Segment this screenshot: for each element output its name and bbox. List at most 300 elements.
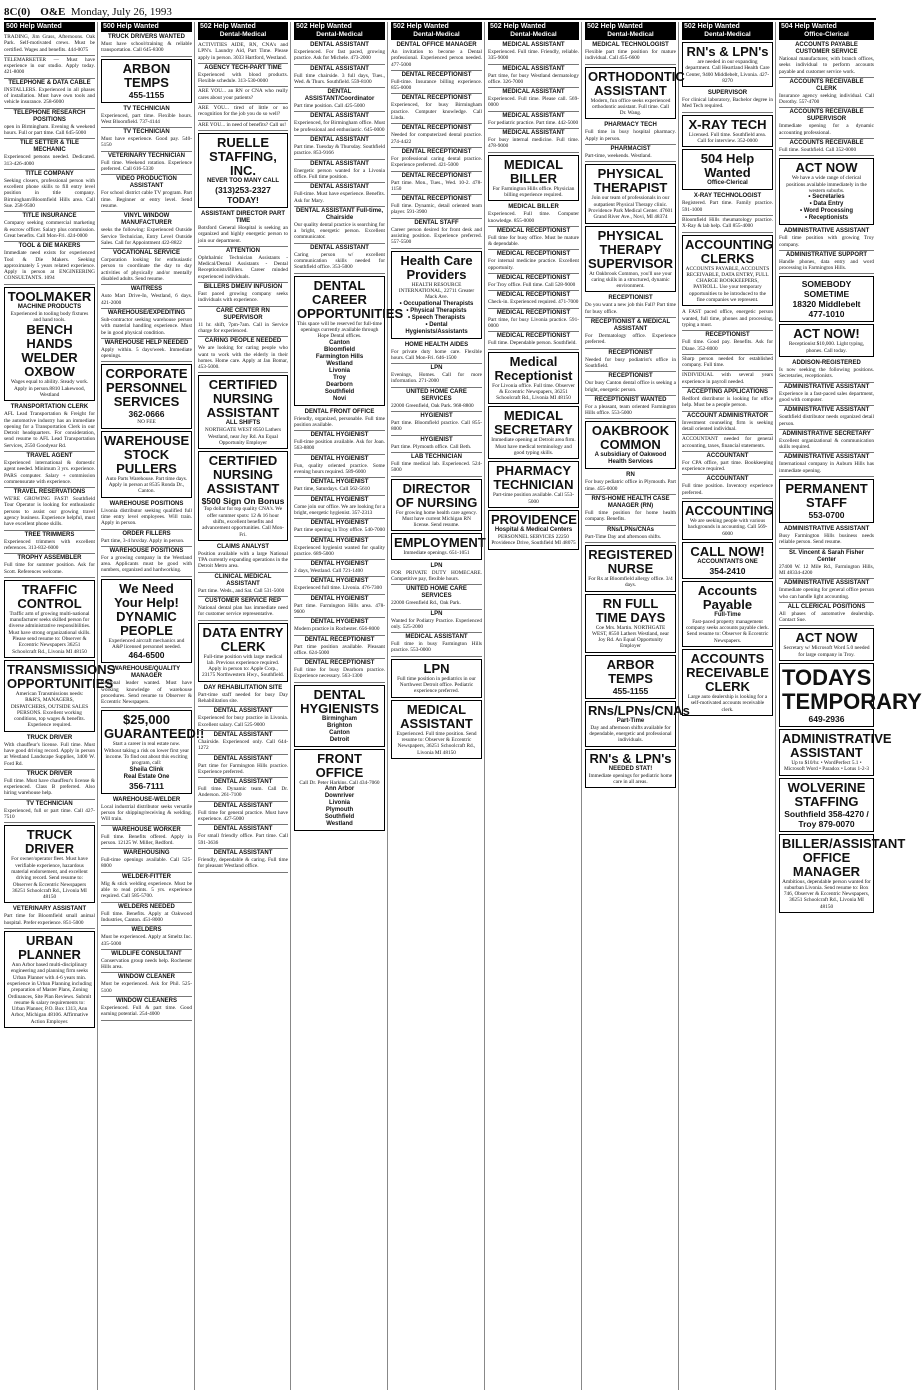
classified-ad (101, 339, 192, 363)
classified-ad (682, 475, 773, 499)
ad-body: Experienced, for busy Birmingham practice. Computer knowledge. Call Linda. (391, 102, 482, 122)
ad-title: DENTAL RECEPTIONIST (304, 636, 375, 643)
ad-title: DENTAL RECEPTIONIST (401, 95, 472, 102)
page-number: 8C(0) (4, 6, 31, 18)
display-ad-big: DIRECTOR OF NURSING (395, 480, 478, 510)
ad-body: Check-in. Experienced required. 471-7000 (488, 299, 579, 306)
ad-body: Evenings, Homes. Call for more information. 271-2000 (391, 372, 482, 385)
display-ad (682, 542, 773, 579)
column-heading (585, 22, 676, 40)
ad-title: TOOL & DIE MAKERS (18, 243, 81, 250)
ad-title: DENTAL ASSISTANT (310, 42, 369, 48)
display-ad (101, 431, 192, 498)
ad-column (198, 22, 291, 1390)
ad-title: CLINICAL MEDICAL ASSISTANT (214, 573, 272, 587)
ad-title: DENTAL ASSISTANT (213, 849, 273, 856)
classified-ad (488, 291, 579, 308)
ad-body: Conservation group needs help. Rochester Hills area. (101, 957, 192, 971)
ad-body: Chairside. Experienced only. Call 644-1272 (198, 738, 288, 752)
ad-body: Part time position. Call 425-5000 (294, 103, 365, 110)
classified-ad (585, 318, 676, 349)
display-ad-big: REGISTERED NURSE (588, 546, 673, 576)
ad-body: Full time. Benefits. Apply at Oakwood Industries, Canton. 451-8000 (101, 910, 192, 923)
classified-ad (779, 227, 874, 251)
ad-body: For Troy office. Full time. Call 528-9000 (488, 282, 576, 289)
ad-title: RN (626, 472, 635, 479)
city-name: Bloomfield (324, 346, 355, 353)
ad-body: For a pleasant, team oriented Farmington Hills office. 553-5000 (585, 403, 676, 417)
ad-title: ACCOUNTANT (706, 452, 749, 459)
ad-body: Insurance agency seeking individual. Call Dorothy. 557-4700 (779, 92, 874, 106)
ad-title: CUSTOMER SERVICE REP (204, 597, 282, 604)
display-ad (779, 324, 874, 357)
display-ad-big: ACT NOW (795, 160, 858, 176)
ad-body: Full time for busy office. Must be mature & dependable. (488, 234, 579, 248)
ad-body: Full time medical lab. Experienced. 524-5000 (391, 460, 482, 474)
ad-title: HYGIENIST (420, 413, 453, 420)
category-title: 500 Help Wanted (6, 23, 62, 30)
display-ad-sub: NEVER TOO MANY CALL (206, 177, 280, 184)
display-ad-big: PERMANENT STAFF (785, 481, 868, 511)
ad-body: Registered. Part time. Family practice. 591-1000 (682, 200, 773, 213)
ad-body: Botsford General Hospital is seeking an organized and highly energetic person to join our department. (198, 224, 288, 244)
ad-title: ASSISTANT DIRECTOR PART TIME (200, 210, 285, 224)
display-ad-big: PHYSICAL THERAPIST (593, 166, 668, 196)
classified-ad (294, 136, 385, 160)
display-ad-text: Secretary w/ Microsoft Word 5.0 needed for large company in Troy. (783, 645, 870, 658)
classified-ad (198, 802, 288, 826)
display-ad-addr: 8810 Lakewood, Westland (39, 385, 86, 398)
ad-body: Caring person w/ excellent communication skills needed for Southfield office. 353-5000 (294, 251, 385, 271)
ad-title: DENTAL HYGIENIST (310, 432, 369, 439)
ad-title: MEDICAL ASSISTANT (405, 634, 468, 641)
display-ad-big: MEDICAL BILLER (503, 156, 564, 186)
display-ad-phone: 455-1155 (612, 685, 649, 696)
bullet-item: • Speech Therapists (407, 314, 466, 321)
classified-ad (294, 455, 385, 479)
ad-title: MEDICAL BILLER (508, 204, 559, 211)
ad-body: For Dermatology office. Experience preferred. (585, 333, 676, 346)
display-ad-text: For Farmington Hills office. Physician billing experience required. (492, 185, 575, 198)
ad-body: For a growing company in the Westland area. Applicants must be good with numbers, organized and hardworking. (101, 554, 192, 574)
display-ad (198, 623, 288, 682)
ad-body: Experienced, full or part time. Call 427-7510 (4, 807, 95, 821)
ad-body: Is now seeking the following positions. Secretaries, receptionists. (779, 367, 874, 380)
display-ad-big: ORTHODONTIC ASSISTANT (588, 68, 685, 98)
display-ad-big: ADMINISTRATIVE ASSISTANT (782, 730, 892, 760)
ad-title: MEDICAL ASSISTANT (502, 112, 565, 119)
ad-body: Full-time position available. Ask for Joan. 563-8800 (294, 439, 385, 452)
classified-ad (294, 618, 385, 635)
ad-body: Full time. Benefits offered. Apply in person. 12125 W. Miller, Redford. (101, 833, 192, 846)
classified-ad (4, 79, 95, 109)
ad-title: RECEPTIONIST (608, 295, 653, 302)
display-ad-text: Up to $10/hr. • WordPerfect 5.1 • Microsoft Word • Paradox • Lotus 1-2-3 (784, 759, 869, 773)
display-ad-big: We Need Your Help! (114, 580, 179, 610)
classified-ad (198, 64, 288, 88)
ad-title: TITLE COMPANY (25, 170, 74, 177)
ad-column (488, 22, 582, 1390)
ad-title: LPN (430, 562, 443, 569)
ad-title: ADMINISTRATIVE ASSISTANT (783, 526, 870, 533)
ad-title: WAREHOUSE WORKER (112, 826, 181, 833)
display-ad (391, 533, 486, 559)
classified-ad (4, 139, 95, 170)
ad-body: Full time. Weekend rotation. Experience preferred. Call 616-5330 (101, 159, 192, 173)
ad-title: WAREHOUSE/EXPEDITING (107, 309, 186, 316)
display-ad-big: Health Care Providers (400, 252, 473, 282)
ad-title: MEDICAL TECHNOLOGIST (592, 42, 669, 48)
display-ad-big: TRANSMISSIONS OPPORTUNITIES (7, 661, 116, 691)
ad-title: DENTAL RECEPTIONIST (401, 148, 472, 155)
ad-title: ADMINISTRATIVE ASSISTANT (783, 407, 870, 414)
display-ad-text: American Transmissions needs: R&R'S, MANAGERS, DISPATCHERS, OUTSIDE SALES PERSONS. Excellent working conditions, top wages & benefits. Experience required. (10, 690, 89, 729)
display-ad-text: This space will be reserved for full-time openings currently available through Hope Dental offices. (297, 320, 383, 340)
category-subtitle: Dental-Medical (704, 31, 751, 38)
city-name: Livonia (328, 800, 350, 807)
display-ad (585, 655, 676, 699)
display-ad (779, 834, 906, 913)
display-ad (585, 421, 676, 469)
ad-title: TV TECHNICIAN (26, 800, 73, 807)
city-name: Livonia (328, 367, 350, 374)
ad-body: Regional leader wanted. Must have working knowledge of warehouse procedures. Send resume to Observer & Eccentric Newspapers. (101, 680, 192, 706)
classified-ad (779, 453, 874, 477)
ad-body: For private duty home care. Flexible hours. Call Mon-Fri. 646-1500 (391, 348, 482, 361)
ad-body: Must have school/training & reliable transportation. Call 645-8300 (101, 41, 192, 54)
ad-title: TRAVEL RESERVATIONS (13, 489, 86, 496)
city-name: Troy (333, 374, 346, 381)
ad-title: BILLERS DME/IV INFUSION (203, 284, 283, 291)
classified-ad (391, 388, 482, 412)
display-ad-big: RN FULL TIME DAYS (595, 595, 666, 625)
classified-ad (4, 33, 95, 56)
ad-title: ACCOUNTS RECEIVABLE (789, 140, 864, 147)
ad-body: For small friendly office. Part time. Call 591-3636 (198, 833, 288, 846)
display-ad-text: Traffic arm of growing multi-national manufacturer seeks skilled person for diverse administrative responsibilities. Must have strong organizational skills. Please send resume to: Observer & Eccentric Newspapers 36251 Schoolcraft Rd., Livonia MI 48150 (8, 610, 91, 655)
display-ad-big: PROVIDENCE (491, 511, 577, 527)
classified-ad (198, 543, 288, 573)
classified-ad (779, 430, 874, 454)
classified-ad (488, 112, 579, 129)
display-ad-big: PHARMACY TECHNICIAN (493, 463, 574, 493)
classified-page (4, 2, 922, 1392)
ad-body: For busy internal medicine. Full time. 478-9000 (488, 137, 579, 150)
ad-title: LAB TECHNICIAN (411, 453, 462, 460)
ad-title: WELDERS NEEDED (118, 903, 175, 910)
ad-title: WINDOW CLEANER (118, 974, 175, 981)
classified-ad (101, 105, 192, 129)
classified-ad (488, 65, 579, 89)
classified-ad (391, 585, 482, 609)
ad-title: RECEPTIONIST (608, 373, 653, 380)
display-ad (682, 649, 773, 716)
ad-title: MEDICAL RECEPTIONIST (496, 292, 571, 299)
city-name: Canton (329, 729, 350, 736)
ad-body: AFL Lead Transportation & Freight for the automotive industry has an immediate opening for a Transportation Clerk in our Detroit headquarters. For consideration, send resume to AFL Lead Transportation Services, 2550 Goodyear Rd. (4, 411, 95, 449)
display-ad-sub: MACHINE PRODUCTS (17, 303, 82, 310)
display-ad-text: ACCOUNTS PAYABLE, ACCOUNTS RECEIVABLE, DATA ENTRY, FULL CHARGE BOOKKEEPERS, PAYROLL. Use your temporary opportunities to be introduced to the fine companies we represent. (685, 265, 770, 304)
ad-column (585, 22, 690, 1390)
ad-title: DENTAL RECEPTIONIST (401, 172, 472, 179)
ad-title: TV TECHNICIAN (123, 105, 170, 112)
ad-column (294, 22, 404, 1390)
display-ad (779, 276, 874, 322)
ad-title: RECEPTIONIST & MEDICAL ASSISTANT (590, 319, 671, 333)
classified-ad (488, 332, 579, 349)
ad-body: Immediate opening for a dynamic accounting professional. (779, 123, 874, 136)
ad-body: Wanted for Podiatry Practice. Experienced only. 525-2000 (391, 617, 482, 630)
classified-ad (682, 452, 773, 476)
classified-ad (682, 435, 773, 452)
ad-body: National manufacturer, with branch offices, seeks individual to perform accounts payable and customer service work. (779, 56, 874, 75)
classified-ad (779, 139, 874, 156)
display-ad-big: DENTAL CAREER OPPORTUNITIES (297, 277, 404, 321)
ad-body: Investment counseling firm is seeking detail oriented individual. (682, 419, 773, 432)
display-ad-text: Experienced. Full time position. Send resume to: Observer & Eccentric Newspapers, 36251 Schoolcraft Rd., Livonia MI 48150 (396, 730, 477, 756)
display-ad (585, 164, 676, 223)
classified-ad (101, 826, 192, 850)
category-subtitle: Dental-Medical (219, 31, 267, 38)
classified-ad (682, 192, 773, 216)
classified-ad (198, 247, 288, 283)
display-ad-xl: TODAYS TEMPORARY (782, 664, 922, 714)
classified-ad (391, 94, 482, 124)
ad-body: Part time position available. Pleasant office. 624-5000 (294, 643, 385, 656)
ad-title: DENTAL ASSISTANT (213, 731, 273, 738)
ad-body: Full time chairside. 3 full days, Tues., Wed. & Thurs. Southfield. 559-8100 (294, 72, 385, 85)
column-heading (682, 22, 773, 40)
display-ad-text: Ann Arbor based multi-disciplinary engineering and planning firm seeks Urban Planner with 4-6 years min. experience in Urban Planning including preparation of Master Plans, Zoning Ordinances, Site Plan Reviews. Submit resume & salary requirements to: Urban Planner, P.O. Box 1313, Ann Arbor, Michigan 48106. Affirmative Action Employer. (7, 962, 92, 1025)
ad-title: DENTAL HYGIENIST (310, 619, 369, 626)
classified-ad (4, 242, 95, 284)
classified-ad (585, 372, 676, 396)
display-ad-text: NORTHGATE WEST 8550 Lathers Westland, near Joy Rd. An Equal Opportunity Employer (204, 427, 282, 447)
classified-ad (294, 112, 385, 136)
display-ad (585, 701, 690, 747)
classified-ad (294, 659, 385, 683)
ad-title: ACCOUNTANT (706, 476, 749, 483)
ad-title: DENTAL ASSISTANT (310, 137, 369, 144)
category-subtitle: Office-Clerical (804, 31, 849, 38)
ad-body: ARE YOU... in need of benefits? Call us! (198, 121, 287, 128)
display-ad-text: PERSONNEL SERVICES 22250 Providence Drive, Southfield MI 48075 (491, 533, 576, 547)
classified-ad (294, 88, 385, 112)
ad-title: SUPERVISOR (707, 90, 748, 97)
ad-title: WAREHOUSE HELP NEEDED (104, 339, 189, 346)
ad-title: HYGIENIST (420, 436, 453, 443)
display-ad-text: Large auto dealership is looking for a self-motivated accounts receivable clerk. (687, 694, 768, 713)
display-ad-big: ACCOUNTING (685, 502, 774, 518)
display-ad-big: TRUCK DRIVER (24, 827, 75, 857)
ad-body: 22000 Greenfield Rd., Oak Park. (391, 600, 461, 607)
paper-name: O&E (40, 6, 66, 18)
display-ad-big: CALL NOW! (690, 543, 765, 559)
display-ad (488, 461, 579, 508)
classified-ad (585, 526, 676, 543)
ad-body: Full time. Must have chauffeur's license & experienced. Class B preferred. Also hiring warehouse help. (4, 777, 95, 797)
ad-title: DENTAL HYGIENIST (310, 537, 369, 544)
display-ad-big1: TOOLMAKER (7, 288, 92, 304)
ad-title: TRAVEL AGENT (26, 452, 73, 459)
ad-body: Handle phones, data entry and word processing in Farmington Hills. (779, 258, 874, 272)
ad-title: MEDICAL ASSISTANT (502, 130, 565, 137)
display-ad-big: $25,000 GUARANTEED!! (104, 712, 205, 742)
classified-ad (779, 359, 874, 383)
classified-ad (198, 87, 288, 104)
display-ad-line: Experienced in tooling body fixtures and hand tools. (10, 310, 89, 324)
classified-ad (198, 573, 288, 597)
ad-title: ACCOUNTS RECEIVABLE CLERK (789, 78, 864, 92)
ad-body: Friendly, dependable & caring. Full time for pleasant Westland office. (198, 856, 288, 870)
display-ad-big: DATA ENTRY CLERK (202, 624, 284, 654)
ad-body: ACTIVITIES AIDE, RN, CNA's and LPN's. Laundry Aid, Part Time. Please apply in person. 3033 Hartford, Westland. (198, 42, 288, 61)
ad-column (4, 22, 116, 1390)
city-name: Westland (326, 821, 353, 828)
ad-body: Experienced, for Birmingham office. Must be professional and enthusiastic. 645-0000 (294, 120, 385, 133)
ad-body: Part-time staff needed for busy Day Rehabilitation site. (198, 691, 288, 705)
ad-body: Local industrial distributor seeks versatile person for shipping/receiving & welding. Will train. (101, 803, 192, 823)
classified-ad (391, 172, 482, 196)
display-ad-big: ACT NOW (795, 630, 858, 646)
ad-title: ADMINISTRATIVE ASSISTANT (783, 454, 870, 461)
ad-title: ADMINISTRATIVE ASSISTANT (783, 580, 870, 587)
display-ad-big: PHYSICAL THERAPY SUPERVISOR (588, 227, 674, 271)
display-ad-text: Part-time position available. Call 553-5000 (492, 492, 575, 505)
ad-body: Part-Time Day and afternoon shifts. (585, 533, 662, 540)
ad-body: Full time. Southfield. Call 352-0000 (779, 147, 857, 154)
ad-body: A FAST paced office, energetic person wanted, full time, phones and processing, typing a must. (682, 309, 773, 328)
ad-body: Experienced full time. Livonia. 476-7300 (294, 585, 382, 592)
classified-ad (101, 175, 192, 212)
ad-body: Part time, 3-4 hrs/day. Apply in person. (101, 537, 185, 544)
classified-ad (488, 129, 579, 153)
ad-body: National dental plan has immediate need for customer service representative. (198, 604, 288, 618)
classified-ad (4, 800, 95, 824)
masthead-center (30, 6, 876, 18)
classified-ad (391, 412, 482, 436)
ad-body: Must be experienced. Ask for Phil. 525-5100 (101, 981, 192, 994)
display-ad-big: Accounts Payable (697, 582, 758, 612)
ad-title: WILDLIFE CONSULTANT (111, 950, 182, 957)
classified-ad (585, 121, 676, 145)
display-ad-text: We have a wide range of clerical positions available immediately in the western suburbs. (786, 175, 867, 194)
display-ad-big: CERTIFIED NURSING ASSISTANT (206, 377, 280, 421)
ad-title: TRANSPORTATION CLERK (10, 404, 89, 411)
ad-title: LPN (430, 365, 443, 372)
ad-title: ACCOUNTS PAYABLE CUSTOMER SERVICE (795, 42, 858, 55)
classified-ad (101, 128, 192, 152)
display-ad (779, 158, 874, 225)
city-name: Southfield (324, 814, 355, 821)
masthead (4, 2, 876, 20)
ad-body: INSTALLERS. Experienced in all phases of installation. Must have own tools and vehicle insurance. 258-6000 (4, 86, 95, 106)
category-title: 502 Help Wanted (490, 23, 546, 30)
display-ad-big: LPN (423, 660, 450, 676)
ad-title: TV TECHNICIAN (123, 129, 170, 136)
classified-ad (585, 294, 676, 318)
display-ad-text: Coe Mrs. Martin. NORTHGATE WEST, 8550 Lathers Westland, near Joy Rd. An Equal Opportunity Employer (591, 624, 670, 650)
ad-body: Experienced. For fast paced, growing practice. Ask for Michele. 473-2000 (294, 49, 385, 62)
ad-title: UNITED HOME CARE SERVICES (406, 586, 467, 600)
classified-ad (391, 341, 482, 365)
display-ad (4, 660, 116, 732)
display-ad-text: Call Dr. Peter Harkins. Call 434-7060 (299, 779, 380, 786)
column-heading (779, 22, 874, 40)
ad-title: CARING PEOPLE NEEDED (204, 338, 282, 345)
classified-ad (682, 388, 773, 412)
display-ad-text: Start a career in real estate now. Without taking a risk on lower first year income. To find out about this exciting program, call: (104, 741, 189, 767)
classified-ad (101, 530, 192, 547)
classified-ad (391, 71, 482, 95)
classified-ad (294, 577, 385, 594)
ad-body: Excellent organizational & communication skills required. (779, 437, 874, 451)
ad-title: RNs/LPNs/CNAs (606, 526, 654, 533)
ad-title: WINDOW CLEANERS (116, 998, 177, 1004)
display-ad (682, 235, 773, 307)
ad-body: ARE YOU... an RN or CNA who really cares about your patients? (198, 88, 288, 101)
classified-ad (488, 41, 579, 65)
classified-ad (198, 707, 288, 731)
ad-title: TRUCK DRIVER (26, 770, 73, 777)
display-ad-sub: Hospital & Medical Centers (494, 526, 573, 533)
classified-ad (4, 905, 95, 929)
city-name: Downriver (324, 793, 355, 800)
ad-body: Part time. Farmington Hills area. 478-9600 (294, 602, 385, 615)
ad-title: LPN (430, 610, 443, 617)
ad-body: Experienced, part time. Flexible hours. West Bloomfield. 737-4144 (101, 112, 192, 125)
ad-body: Career person desired for front desk and assisting position. Experience preferred. 557-5500 (391, 226, 482, 246)
ad-body: Experienced hygienist wanted for quality practice. 689-5000 (294, 544, 385, 557)
ad-title: DENTAL ASSISTANT (310, 184, 369, 191)
ad-title: ADMINISTRATIVE SECRETARY (782, 430, 871, 437)
ad-body: For internal medicine practice. Excellent opportunity. (488, 258, 579, 271)
ad-body: Full time for summer position. Ask for Scott. References welcome. (4, 562, 95, 575)
city-list (297, 340, 382, 403)
ad-title: ADDISON-REGISTERED (792, 360, 861, 367)
classified-ad (779, 41, 874, 78)
ad-title: VINYL WINDOW MANUFACTURER (121, 213, 172, 227)
ad-title: WAREHOUSING (123, 850, 170, 857)
classified-ad (488, 274, 579, 291)
ad-body: For school district cable TV program. Part time. Beginner or entry level. Send resume. (101, 190, 192, 209)
ad-body: International company in Auburn Hills has immediate opening. (779, 461, 874, 474)
ad-title: DENTAL RECEPTIONIST (304, 660, 375, 667)
classified-ad (4, 170, 95, 212)
ad-title: CARE CENTER RN SUPERVISOR (216, 307, 270, 321)
ad-body: Part time. Mon., Tues., Wed. 10-2. 478-1150 (391, 179, 482, 192)
classified-ad (294, 595, 385, 619)
ad-body: Southfield distributor needs organized detail person. (779, 414, 874, 427)
ad-body: Redford distributor is looking for office help. Must be a people person. (682, 396, 773, 409)
column-heading (101, 22, 192, 32)
ad-body: Modern practice in Rochester. 656-8000 (294, 626, 380, 633)
classified-ad (101, 212, 192, 249)
display-ad-phone: 18320 Middlebelt (792, 299, 861, 310)
classified-ad (682, 308, 773, 331)
classified-ad (391, 453, 482, 477)
display-ad-small: NO FEE (137, 419, 156, 426)
display-ad-text: Modern, fun office seeks experienced orthodontic assistant. Full time. Call Dr. Wang. (590, 97, 671, 117)
display-ad-text: Receptionist $10,000. Light typing, phones. Call today. (788, 341, 865, 354)
bullet-item: • Occupational Therapists (399, 300, 474, 307)
display-ad-phone: 354-2410 (709, 565, 746, 576)
ad-title: WAITRESS (130, 286, 163, 293)
ad-title: MEDICAL ASSISTANT (502, 89, 565, 96)
ad-body: INDIVIDUAL with several years experience in payroll needed. (682, 372, 773, 385)
classified-ad (391, 124, 482, 148)
classified-ad (101, 665, 192, 708)
